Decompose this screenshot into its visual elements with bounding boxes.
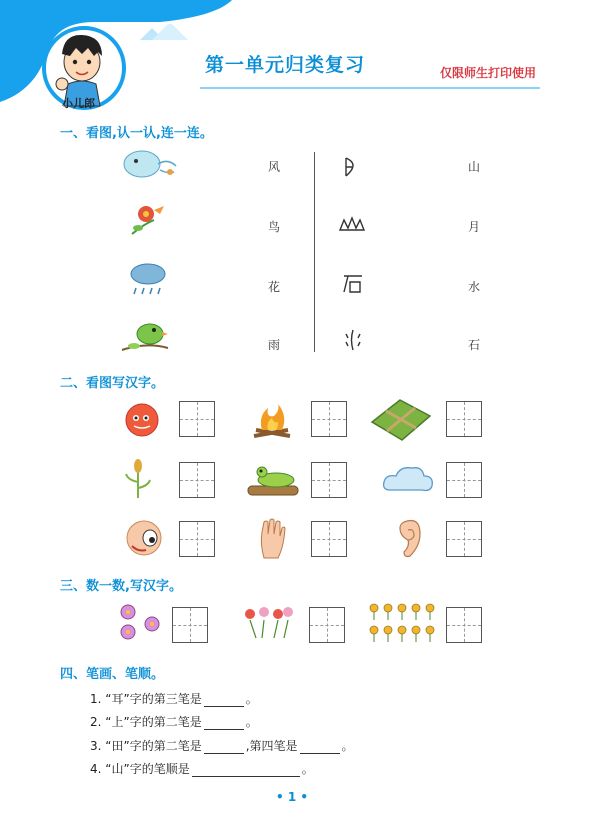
writing-box-grain[interactable]: [179, 462, 215, 498]
ten-flowers-icon: [368, 600, 438, 644]
field-icon: [370, 398, 432, 442]
page-title: 第一单元归类复习: [205, 54, 366, 76]
question-text: “山”字的笔顺是: [105, 762, 190, 776]
mountain-glyph-icon: [338, 214, 366, 234]
writing-box-cloud[interactable]: [446, 462, 482, 498]
writing-box-sun[interactable]: [179, 401, 215, 437]
question-number: 3.: [90, 739, 102, 753]
print-notice: 仅限师生打印使用: [440, 66, 537, 80]
writing-box-ear[interactable]: [446, 521, 482, 557]
answer-blank[interactable]: [204, 706, 244, 707]
bird-on-flower-icon: [124, 200, 168, 238]
writing-box-bug[interactable]: [311, 462, 347, 498]
word-right-3: 水: [468, 280, 481, 294]
answer-blank[interactable]: [192, 776, 300, 777]
question-mid: ,第四笔是: [245, 739, 298, 753]
question-text: “田”字的第二笔是: [105, 739, 202, 753]
writing-box-four[interactable]: [309, 607, 345, 643]
hand-icon: [256, 516, 288, 560]
bug-on-log-icon: [246, 460, 300, 498]
three-flowers-icon: [116, 602, 166, 642]
word-left-3: 花: [268, 280, 281, 294]
answer-blank[interactable]: [300, 753, 340, 754]
writing-box-hand[interactable]: [311, 521, 347, 557]
fire-icon: [248, 402, 294, 440]
bicycle-icon: [112, 24, 138, 40]
question-number: 1.: [90, 692, 102, 706]
section3-heading: 三、数一数,写汉字。: [60, 579, 182, 594]
writing-box-ten[interactable]: [446, 607, 482, 643]
word-left-1: 风: [268, 160, 281, 174]
four-flowers-icon: [240, 604, 296, 642]
question-number: 4.: [90, 762, 102, 776]
grain-icon: [124, 458, 152, 500]
mouth-icon: [124, 518, 168, 558]
sun-icon: [120, 398, 164, 442]
ear-icon: [394, 516, 424, 560]
section2-heading: 二、看图写汉字。: [60, 376, 165, 391]
question-end: 。: [301, 762, 314, 776]
question-2: [90, 713, 258, 730]
water-glyph-icon: [342, 328, 364, 352]
answer-blank[interactable]: [204, 753, 244, 754]
word-left-2: 鸟: [268, 220, 281, 234]
question-end: 。: [245, 715, 258, 729]
page-number: • 1 •: [276, 790, 309, 804]
writing-box-fire[interactable]: [311, 401, 347, 437]
word-left-4: 雨: [268, 338, 281, 352]
stone-glyph-icon: [342, 272, 364, 294]
question-end: 。: [245, 692, 258, 706]
answer-blank[interactable]: [204, 729, 244, 730]
word-right-4: 石: [468, 338, 481, 352]
question-text: “耳”字的第三笔是: [105, 692, 202, 706]
rain-cloud-icon: [128, 262, 168, 298]
question-1: [90, 690, 258, 707]
brand-name: 小儿郎: [62, 97, 95, 110]
word-right-2: 月: [468, 220, 481, 234]
writing-box-field[interactable]: [446, 401, 482, 437]
section4-heading: 四、笔画、笔顺。: [60, 667, 165, 682]
cloud-icon: [380, 462, 436, 496]
question-end: 。: [341, 739, 354, 753]
writing-box-mouth[interactable]: [179, 521, 215, 557]
question-4: [90, 760, 314, 777]
wind-cloud-icon: [120, 144, 178, 184]
question-text: “上”字的第二笔是: [105, 715, 202, 729]
section1-heading: 一、看图,认一认,连一连。: [60, 126, 213, 141]
question-3: [90, 737, 354, 754]
bird-icon: [120, 314, 170, 356]
bird-silhouette-icon: [160, 20, 172, 30]
moon-glyph-icon: [340, 156, 362, 178]
divider-line: [314, 152, 315, 352]
writing-box-three[interactable]: [172, 607, 208, 643]
question-number: 2.: [90, 715, 102, 729]
word-right-1: 山: [468, 160, 481, 174]
